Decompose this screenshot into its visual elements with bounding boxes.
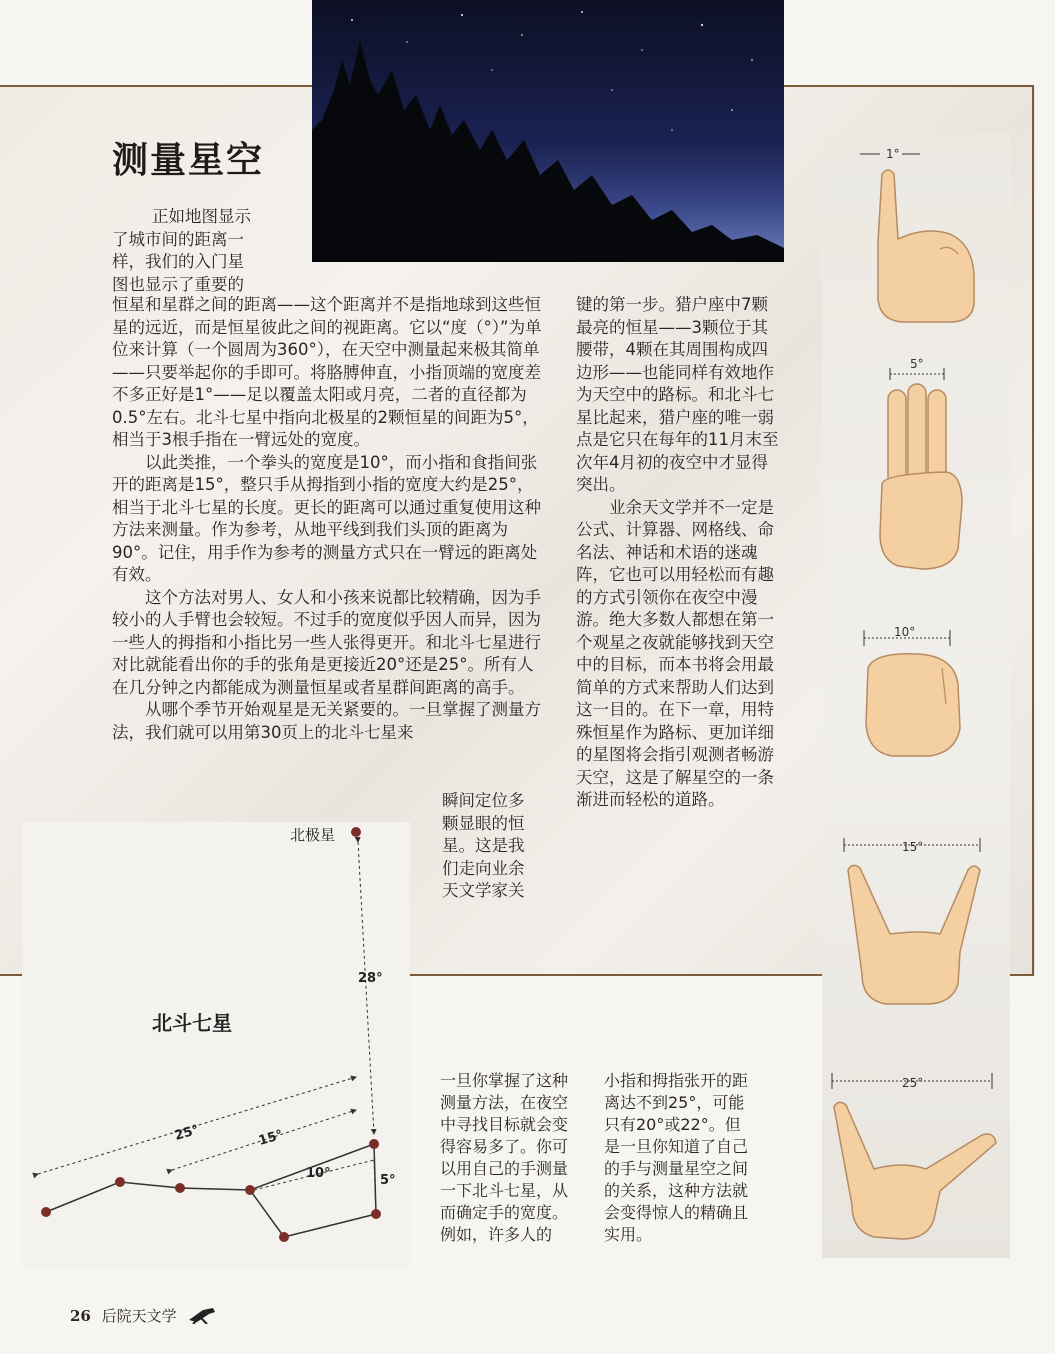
hand-25-degree [822,1069,1010,1254]
dipper-star [245,1185,255,1195]
body-column-1-tail [442,790,552,903]
tail-line: 们走向业余 [442,858,525,878]
spread-hand-icon [834,1102,996,1239]
body-column-2 [576,294,782,812]
angle-10-label: 10° [306,1166,331,1181]
intro-line: 图也显示了重要的 [112,274,244,294]
intro-line: 样，我们的入门星 [112,252,244,271]
hand-angle-label: 25° [902,1076,924,1090]
hand-1-degree [822,134,1010,344]
body-paragraph: 恒星和星群之间的距离——这个距离并不是指地球到这些恒星的远近，而是恒星彼此之间的视距离。它以“度（°）”为单位来计算（一个圆周为360°），在天空中测量起来极其简单——只要举起你的手即可。将胳膊伸直，小指顶端的宽度差不多正好是1°——足以覆盖太阳或月亮，二者的直径都为0.5°左右。北斗七星中指向北极星的2颗恒星的间距为5°，相当于3根手指在一臂远处的宽度。 [112,295,542,449]
dipper-star [369,1139,379,1149]
body-column-1 [112,294,546,744]
intro-text [112,206,312,296]
body-paragraph: 以此类推，一个拳头的宽度是10°，而小指和食指间张开的距离是15°，整只手从拇指到小指的宽度大约是25°，相当于北斗七星的长度。更长的距离可以通过重复使用这种方法来测量。作为参考，从地平线到我们头顶的距离为90°。记住，用手作为参考的测量方式只在一臂远的距离处有效。 [112,452,541,584]
big-dipper-diagram [22,822,410,1270]
hand-angle-label: 5° [910,357,924,371]
dipper-star [279,1232,289,1242]
hand-10-degree [822,624,1010,794]
dipper-stars [41,1139,381,1242]
frame-line [1032,85,1034,975]
hand-angle-label: 1° [886,147,900,161]
dipper-name-label: 北斗七星 [152,1011,232,1035]
body-paragraph: 这个方法对男人、女人和小孩来说都比较精确，因为手较小的人手臂也会较短。不过手的宽度似乎因人而异，因为一些人的拇指和小指比另一些人张得更开。和北斗七星进行对比就能看出你的手的张角是更接近20°还是25°。所有人在几分钟之内都能成为测量恒星或者星群间距离的高手。 [112,587,541,697]
dipper-star [371,1209,381,1219]
page-footer [70,1305,217,1328]
dipper-star [41,1207,51,1217]
hand-angle-label: 10° [894,625,916,639]
frame-line [784,85,1034,87]
tail-line: 天文学家关 [442,881,525,900]
intro-line: 了城市间的距离一 [112,229,244,249]
dipper-star [115,1177,125,1187]
pinky-hand-icon [878,170,974,322]
tail-line: 颗显眼的恒 [442,813,525,833]
hand-measure-strip [822,134,1010,1258]
polaris-label: 北极星 [290,826,336,844]
caption-left: 一旦你掌握了这种测量方法，在夜空中寻找目标就会变得容易多了。你可以用自己的手测量一下北斗七星，从而确定手的宽度。例如，许多人的 [440,1071,569,1244]
horns-hand-icon [848,865,980,1004]
night-sky-photo [312,0,784,262]
page-title: 测量星空 [112,140,265,181]
body-paragraph: 从哪个季节开始观星是无关紧要的。一旦掌握了测量方法，我们就可以用第30页上的北斗七星来 [112,700,541,742]
dipper-star [175,1183,185,1193]
tail-line: 瞬间定位多 [442,791,525,810]
hand-angle-label: 15° [902,840,924,854]
body-paragraph: 业余天文学并不一定是公式、计算器、网格线、命名法、神话和术语的迷魂阵，它也可以用轻松而有趣的方式引领你在夜空中漫游。绝大多数人都想在第一个观星之夜就能够找到天空中的目标，而本书将会用最简单的方式来帮助人们达到这一目的。在下一章，用特殊恒星作为路标、更加详细的星图将会指引观测者畅游天空，这是了解星空的一条渐进而轻松的道路。 [576,497,774,809]
hand-15-degree [822,834,1010,1034]
three-fingers-hand-icon [880,384,962,569]
body-paragraph: 键的第一步。猎户座中7颗最亮的恒星——3颗位于其腰带，4颗在其周围构成四边形——也能同样有效地作为天空中的路标。和北斗七星比起来，猎户座的唯一弱点是它只在每年的11月末至次年4月初的夜空中才显得突出。 [576,295,779,494]
angle-25-label: 25° [172,1122,201,1144]
tail-line: 星。这是我 [442,836,525,855]
page-number: 26 [70,1307,91,1325]
frame-line [0,85,312,87]
intro-line: 正如地图显示 [152,207,251,226]
polaris-star [351,827,361,837]
angle-5-label: 5° [380,1173,396,1188]
fist-icon [866,654,960,756]
angle-15-label: 15° [256,1127,285,1149]
hand-5-degree [822,354,1010,574]
angle-28-label: 28° [358,971,383,986]
caption-right: 小指和拇指张开的距离达不到25°，可能只有20°或22°。但是一旦你知道了自己的手与测量星空之间的关系，这种方法就会变得惊人的精确且实用。 [604,1071,749,1244]
telescope-icon [187,1306,217,1328]
book-title: 后院天文学 [101,1307,177,1325]
